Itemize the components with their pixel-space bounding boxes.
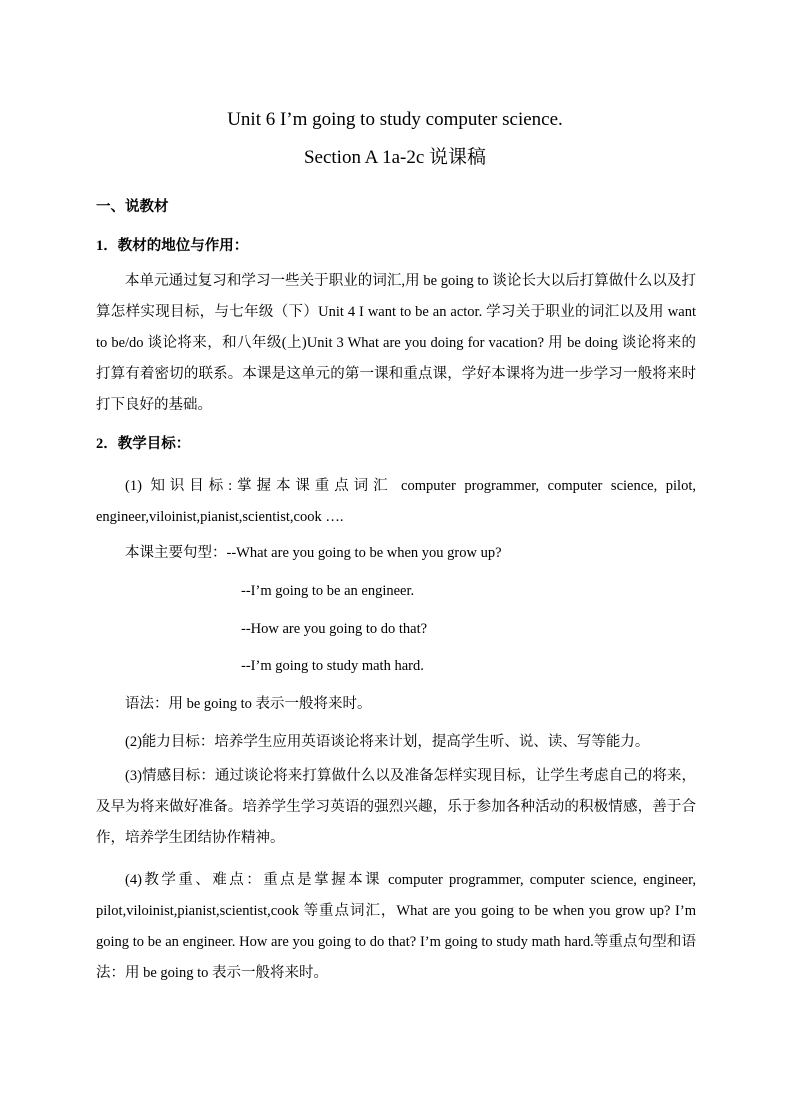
subheading-textbook-role: 1．教材的地位与作用： [96, 238, 249, 254]
ability-goal-line: (2)能力目标：培养学生应用英语谈论将来计划，提高学生听、说、读、写等能力。 [125, 734, 650, 750]
key-sentence-2: --I’m going to be an engineer. [241, 583, 415, 599]
document-title: Unit 6 I’m going to study computer science. [227, 109, 563, 130]
paragraph-textbook-role: 本单元通过复习和学习一些关于职业的词汇,用 be going to 谈论长大以后打算做什么以及打算怎样实现目标，与七年级（下）Unit 4 I want to be an actor. 学习关于职业的词汇以及用 want to be/do 谈论将来，和八年级(上)Unit 3 What are you doing for vacation? 用 be doing 谈论将来的打算有着密切的联系。本课是这单元的第一课和重点课，学好本课将为进一步学习一般将来时打下良好的基础。 [96, 273, 696, 413]
grammar-line: 语法：用 be going to 表示一般将来时。 [125, 696, 372, 712]
paragraph-key-points: (4)教学重、难点：重点是掌握本课 computer programmer, computer science, engineer, pilot,viloinist,pianist,scientist,cook 等重点词汇，What are you going to be when you grow up? I’m going to be an engineer. How are you going to do that? I’m going to study math hard.等重点句型和语法：用 be going to 表示一般将来时。 [96, 872, 696, 981]
document-subtitle: Section A 1a-2c 说课稿 [303, 147, 487, 168]
key-sentence-3: --How are you going to do that? [241, 621, 428, 637]
key-sentence-4: --I’m going to study math hard. [241, 658, 424, 674]
paragraph-knowledge-goal: (1) 知识目标:掌握本课重点词汇 computer programmer, computer science, pilot, engineer,viloinist,pianist,scientist,cook …. [96, 478, 696, 525]
subheading-teaching-goals: 2．教学目标： [96, 436, 191, 452]
key-sentence-lead: 本课主要句型：--What are you going to be when you grow up? [125, 545, 502, 561]
paragraph-emotion-goal: (3)情感目标：通过谈论将来打算做什么以及准备怎样实现目标，让学生考虑自己的将来，及早为将来做好准备。培养学生学习英语的强烈兴趣，乐于参加各种活动的积极情感，善于合作，培养学生团结协作精神。 [96, 768, 696, 846]
section-heading-textbook: 一、说教材 [96, 199, 169, 215]
